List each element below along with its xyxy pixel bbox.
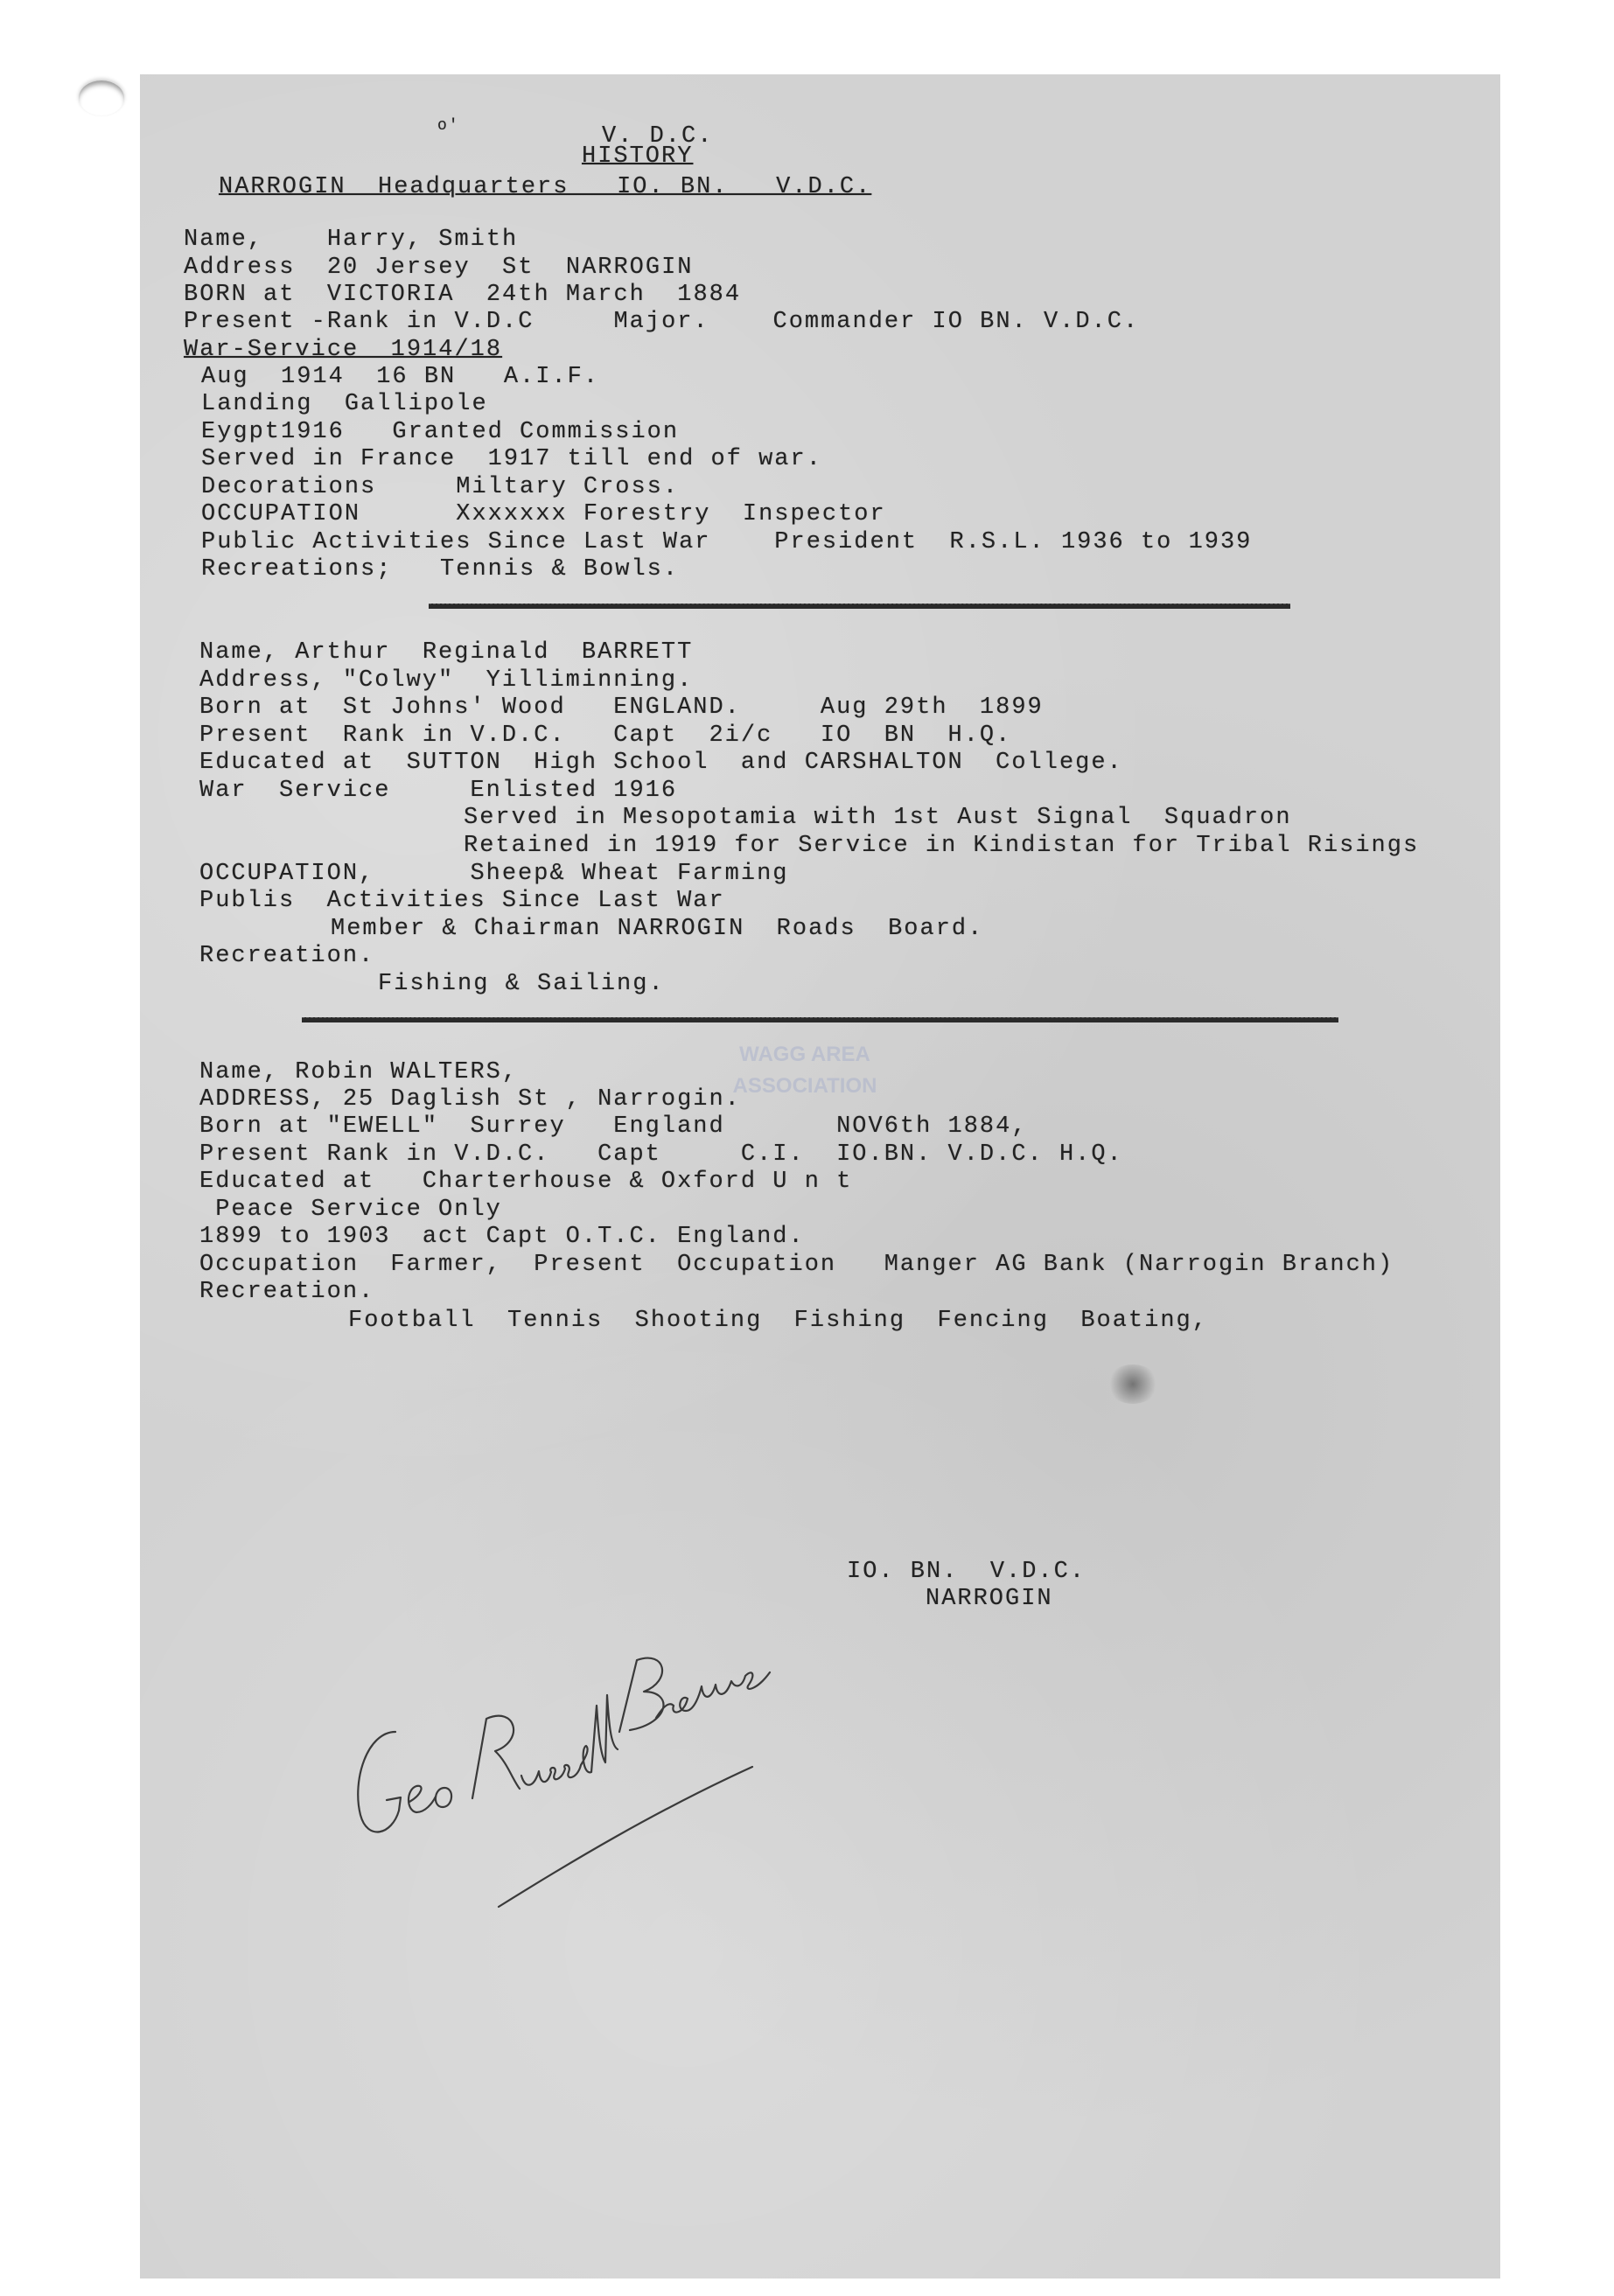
header-unit-line: NARROGIN Headquarters IO. BN. V.D.C. bbox=[219, 174, 872, 200]
entry2-public-detail: Member & Chairman NARROGIN Roads Board. bbox=[331, 916, 984, 942]
handwritten-signature bbox=[341, 1601, 831, 1916]
section-divider bbox=[429, 604, 1290, 609]
entry1-public-activities: Public Activities Since Last War President R.S.L. 1936 to 1939 bbox=[201, 529, 1253, 555]
header-tick-mark: o' bbox=[437, 117, 460, 135]
entry1-rank: Present -Rank in V.D.C Major. Commander IO BN. V.D.C. bbox=[184, 309, 1140, 335]
entry3-otc: 1899 to 1903 act Capt O.T.C. England. bbox=[199, 1224, 805, 1250]
entry3-peace-service: Peace Service Only bbox=[199, 1197, 502, 1223]
ink-smudge bbox=[1107, 1364, 1159, 1404]
entry2-educated: Educated at SUTTON High School and CARSHALTON College. bbox=[199, 750, 1123, 776]
watermark-line-1: WAGG AREA bbox=[739, 1043, 870, 1066]
section-divider bbox=[302, 1017, 1338, 1022]
entry2-war-service: War Service Enlisted 1916 bbox=[199, 778, 678, 804]
entry3-born: Born at "EWELL" Surrey England NOV6th 1884, bbox=[199, 1113, 1028, 1140]
entry2-occupation: OCCUPATION, Sheep& Wheat Farming bbox=[199, 861, 789, 887]
entry2-recreation-detail: Fishing & Sailing. bbox=[378, 971, 665, 997]
entry1-decorations: Decorations Miltary Cross. bbox=[201, 474, 680, 500]
punch-hole bbox=[79, 80, 124, 115]
entry3-recreation-detail: Football Tennis Shooting Fishing Fencing Boating, bbox=[348, 1308, 1208, 1334]
header-org: V. D.C. bbox=[602, 123, 714, 150]
entry2-address: Address, "Colwy" Yilliminning. bbox=[199, 667, 694, 694]
entry2-born: Born at St Johns' Wood ENGLAND. Aug 29th 1899 bbox=[199, 694, 1044, 721]
entry3-occupation: Occupation Farmer, Present Occupation Manger AG Bank (Narrogin Branch) bbox=[199, 1252, 1394, 1278]
entry3-recreation-label: Recreation. bbox=[199, 1279, 375, 1305]
watermark-line-2: ASSOCIATION bbox=[732, 1074, 877, 1098]
footer-place: NARROGIN bbox=[926, 1586, 1053, 1612]
entry2-service-1: Served in Mesopotamia with 1st Aust Signal Squadron bbox=[464, 805, 1292, 831]
entry1-service-1: Aug 1914 16 BN A.I.F. bbox=[201, 364, 600, 390]
entry1-occupation: OCCUPATION Xxxxxxx Forestry Inspector bbox=[201, 501, 886, 527]
entry2-name: Name, Arthur Reginald BARRETT bbox=[199, 639, 694, 666]
entry1-war-service: War-Service 1914/18 bbox=[184, 337, 503, 363]
entry1-name: Name, Harry, Smith bbox=[184, 227, 519, 253]
header-title: HISTORY bbox=[582, 143, 694, 170]
entry2-recreation-label: Recreation. bbox=[199, 943, 375, 969]
entry2-service-2: Retained in 1919 for Service in Kindistan for Tribal Risings bbox=[464, 833, 1420, 859]
entry3-address: ADDRESS, 25 Daglish St , Narrogin. bbox=[199, 1086, 741, 1113]
entry1-service-2: Landing Gallipole bbox=[201, 391, 488, 417]
entry1-address: Address 20 Jersey St NARROGIN bbox=[184, 255, 694, 281]
entry1-service-4: Served in France 1917 till end of war. bbox=[201, 446, 822, 472]
footer-unit: IO. BN. V.D.C. bbox=[847, 1559, 1086, 1585]
entry2-rank: Present Rank in V.D.C. Capt 2i/c IO BN H.Q. bbox=[199, 722, 1012, 749]
entry1-born: BORN at VICTORIA 24th March 1884 bbox=[184, 282, 742, 308]
entry2-public-activities: Publis Activities Since Last War bbox=[199, 888, 725, 914]
entry3-name: Name, Robin WALTERS, bbox=[199, 1059, 519, 1085]
entry1-service-3: Eygpt1916 Granted Commission bbox=[201, 419, 680, 445]
entry3-educated: Educated at Charterhouse & Oxford U n t bbox=[199, 1169, 853, 1195]
entry3-rank: Present Rank in V.D.C. Capt C.I. IO.BN. V.D.C. H.Q. bbox=[199, 1141, 1123, 1168]
entry1-recreations: Recreations; Tennis & Bowls. bbox=[201, 556, 680, 583]
